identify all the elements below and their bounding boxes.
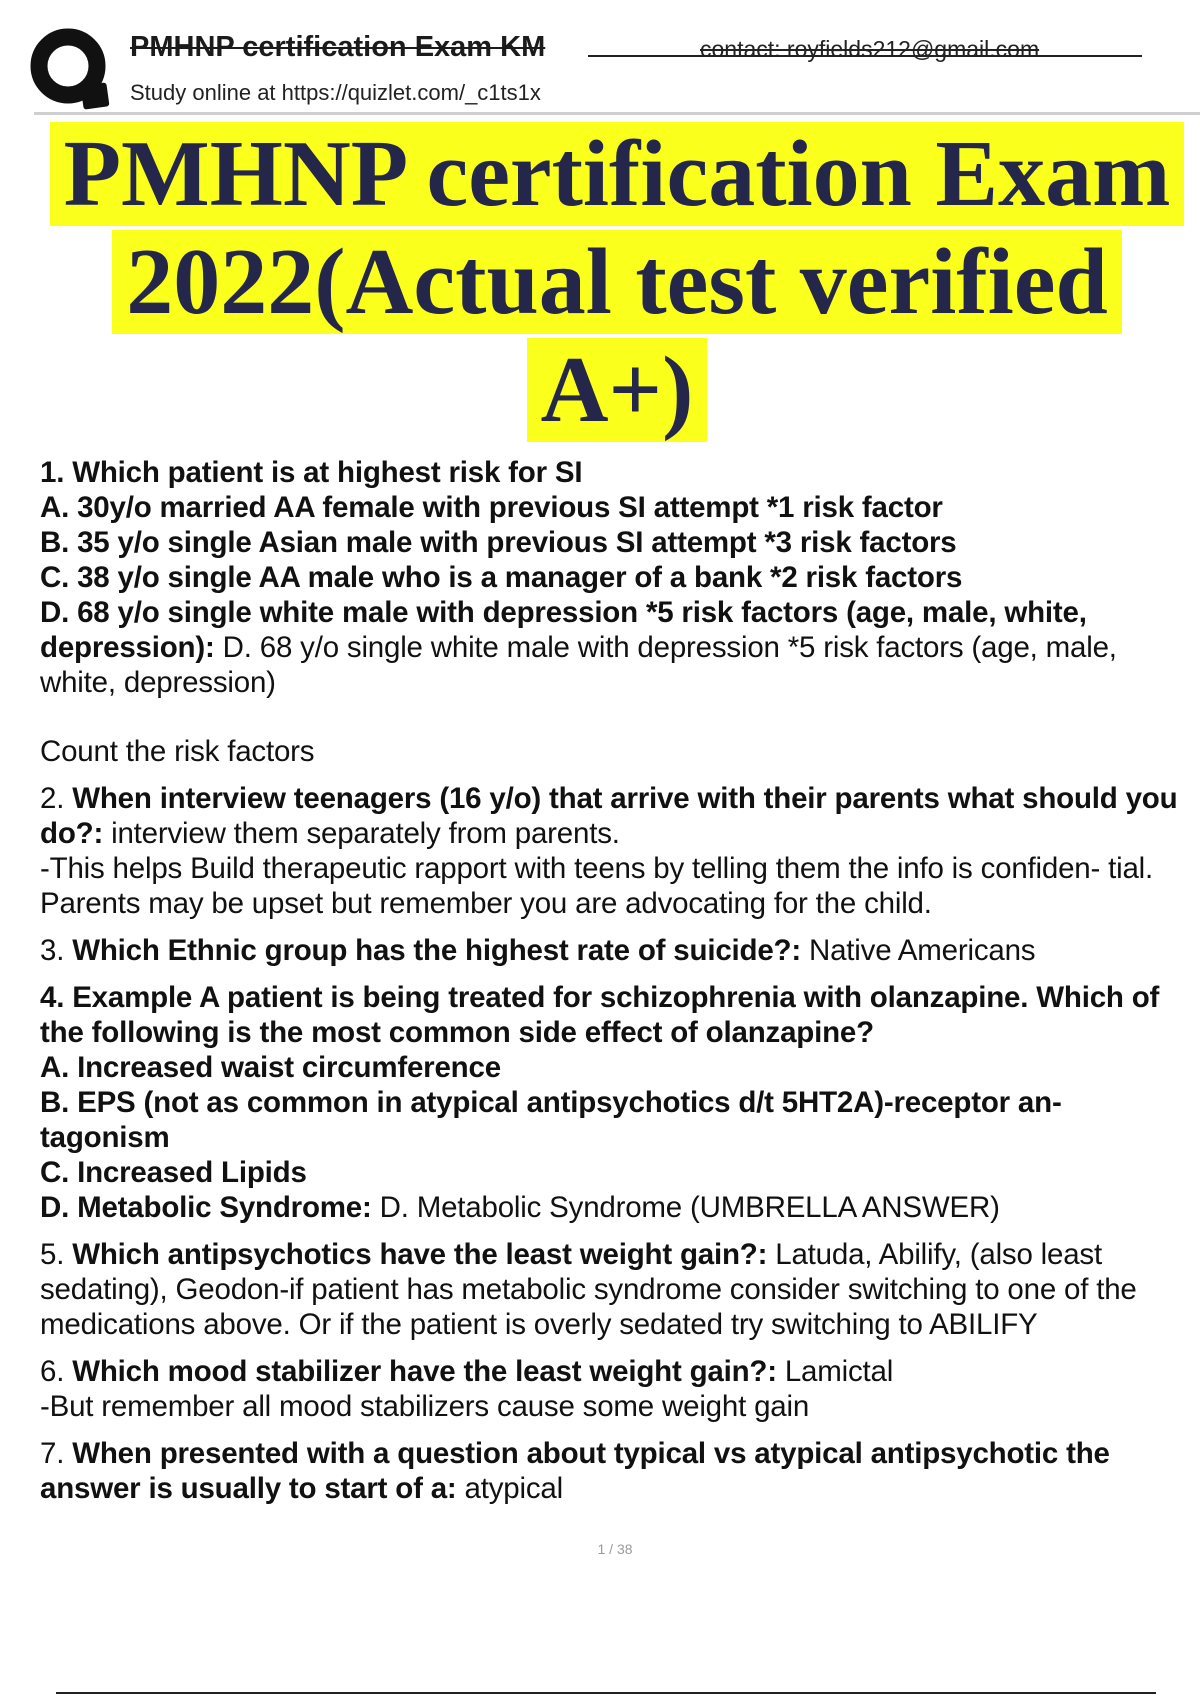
card-4-option-d: D. Metabolic Syndrome:	[40, 1191, 372, 1224]
card-6-question: Which mood stabilizer have the least weight gain?:	[72, 1355, 777, 1388]
flashcard-4	[40, 980, 1195, 1225]
footer-rule	[56, 1692, 1156, 1694]
card-3-number: 3.	[40, 934, 73, 967]
card-2-answer: interview them separately from parents.	[103, 817, 620, 850]
card-2-extra: -This helps Build therapeutic rapport with teens by telling them the info is confiden- tial. Parents may be upset but remember you are advocating for the child.	[40, 852, 1154, 920]
document-title	[34, 120, 1200, 444]
card-4-option-b: B. EPS (not as common in atypical antipsychotics d/t 5HT2A)-receptor an- tagonism	[40, 1086, 1062, 1154]
card-7-number: 7.	[40, 1437, 73, 1470]
page-number: 1 / 38	[597, 1541, 633, 1557]
card-1-option-d-cont: depression):	[40, 631, 215, 664]
card-1-option-a: A. 30y/o married AA female with previous SI attempt *1 risk factor	[40, 491, 943, 524]
header-study-link[interactable]: Study online at https://quizlet.com/_c1ts1x	[130, 80, 541, 105]
card-1-option-d: D. 68 y/o single white male with depression *5 risk factors (age, male, white,	[40, 596, 1087, 629]
quizlet-q-logo-icon	[30, 28, 112, 112]
card-1-body	[40, 631, 1117, 699]
page-header	[0, 0, 1200, 120]
card-4-question: 4. Example A patient is being treated for schizophrenia with olanzapine. Which of the following is the most common side effect of olanzapine?	[40, 981, 1160, 1049]
header-title: PMHNP certification Exam KM	[130, 31, 546, 63]
card-6-number: 6.	[40, 1355, 73, 1388]
header-divider	[34, 112, 1200, 115]
card-4-body	[40, 1191, 1000, 1224]
flashcard-5	[40, 1237, 1195, 1342]
flashcard-list	[40, 455, 1195, 1518]
card-5-question: Which antipsychotics have the least weight gain?:	[72, 1238, 768, 1271]
card-4-option-c: C. Increased Lipids	[40, 1156, 307, 1189]
card-4-answer: D. Metabolic Syndrome (UMBRELLA ANSWER)	[371, 1191, 1000, 1224]
flashcard-2	[40, 781, 1195, 921]
flashcard-3	[40, 933, 1195, 968]
card-6-answer: Lamictal	[776, 1355, 894, 1388]
card-7-answer: atypical	[456, 1472, 563, 1505]
card-1-note: Count the risk factors	[40, 735, 315, 768]
card-5-answer: Latuda, Abilify, (also least sedating), Geodon-if patient has metabolic syndrome consider switching to one of the medications above. Or if the patient is overly sedated try switching to ABILIFY	[40, 1238, 1137, 1341]
flashcard-1	[40, 455, 1195, 769]
card-3-answer: Native Americans	[801, 934, 1036, 967]
card-2-question: When interview teenagers (16 y/o) that arrive with their parents what should you do?:	[40, 782, 1178, 850]
header-contact: contact: royfields212@gmail.com	[700, 36, 1040, 62]
card-5-number: 5.	[40, 1238, 73, 1271]
card-1-option-c: C. 38 y/o single AA male who is a manager of a bank *2 risk factors	[40, 561, 963, 594]
title-line-2: 2022(Actual test verified	[112, 230, 1122, 334]
card-1-answer: D. 68 y/o single white male with depression *5 risk factors (age, male, white, depression)	[40, 631, 1117, 699]
card-3-question: Which Ethnic group has the highest rate of suicide?:	[72, 934, 801, 967]
card-6-extra: -But remember all mood stabilizers cause some weight gain	[40, 1390, 810, 1423]
flashcard-7	[40, 1436, 1195, 1506]
card-4-option-a: A. Increased waist circumference	[40, 1051, 501, 1084]
title-line-1: PMHNP certification Exam	[50, 122, 1185, 226]
card-1-question-line: 1. Which patient is at highest risk for SI	[40, 456, 583, 489]
card-1-option-b: B. 35 y/o single Asian male with previous SI attempt *3 risk factors	[40, 526, 957, 559]
card-7-question: When presented with a question about typical vs atypical antipsychotic the answer is usually to start of a:	[40, 1437, 1110, 1505]
card-2-number: 2.	[40, 782, 73, 815]
flashcard-6	[40, 1354, 1195, 1424]
title-line-3: A+)	[527, 338, 708, 442]
